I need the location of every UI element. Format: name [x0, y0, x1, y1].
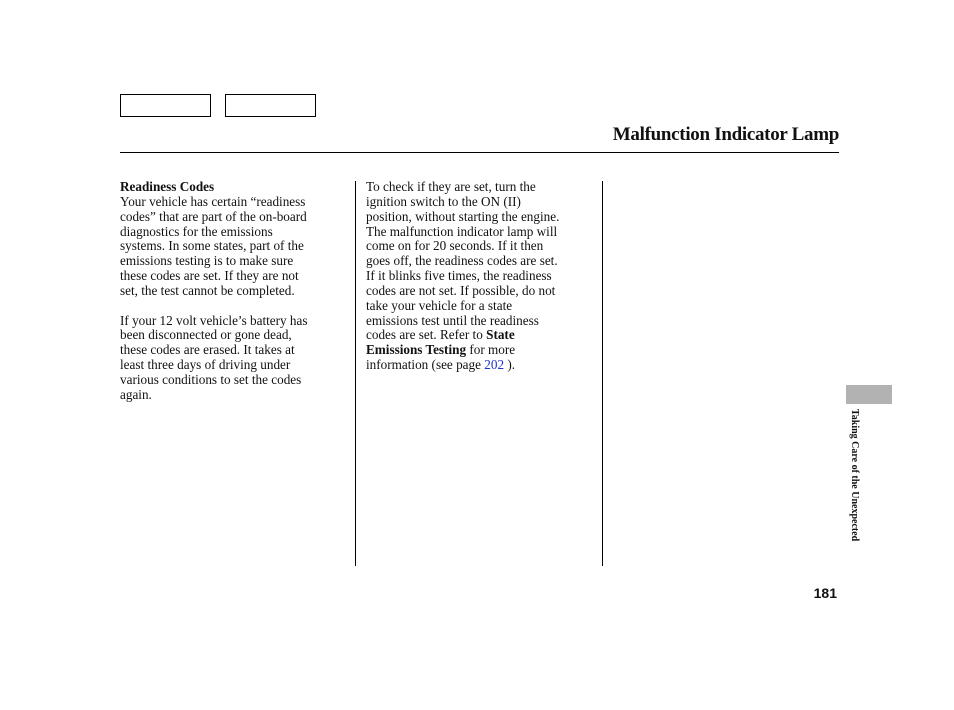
column-divider: [602, 181, 603, 566]
page-title: Malfunction Indicator Lamp: [612, 124, 839, 145]
body-line: these codes are erased. It takes at: [120, 342, 295, 358]
body-line: position, without starting the engine.: [366, 208, 560, 224]
body-line: The malfunction indicator lamp will: [366, 223, 558, 239]
body-text: for more: [466, 342, 516, 358]
body-line: If it blinks five times, the readiness: [366, 268, 552, 284]
body-line: take your vehicle for a state: [366, 297, 513, 313]
section-tab[interactable]: [846, 385, 892, 404]
body-line: set, the test cannot be completed.: [120, 282, 295, 298]
body-line: ignition switch to the ON (II): [366, 193, 521, 209]
body-line: To check if they are set, turn the: [366, 179, 536, 194]
cross-reference-bold: State: [486, 327, 515, 343]
nav-button-previous[interactable]: [120, 94, 211, 117]
nav-button-next[interactable]: [225, 94, 316, 117]
body-line: [366, 328, 596, 343]
body-line: [366, 358, 596, 373]
text-column-2: [366, 180, 596, 373]
body-text: ).: [504, 357, 516, 373]
body-line: [366, 343, 596, 358]
body-line: codes” that are part of the on-board: [120, 208, 307, 224]
title-rule: [120, 152, 839, 153]
body-line: come on for 20 seconds. If it then: [366, 238, 544, 254]
page-number: 181: [813, 585, 837, 601]
body-line: been disconnected or gone dead,: [120, 327, 292, 343]
section-heading: Readiness Codes: [120, 179, 215, 194]
page-link[interactable]: 202: [484, 357, 505, 373]
body-line: Your vehicle has certain “readiness: [120, 193, 306, 209]
body-line: various conditions to set the codes: [120, 371, 302, 387]
body-line: goes off, the readiness codes are set.: [366, 253, 558, 269]
body-line: systems. In some states, part of the: [120, 238, 304, 254]
body-text: codes are set. Refer to: [366, 327, 487, 343]
body-line: again.: [120, 386, 152, 402]
body-line: least three days of driving under: [120, 357, 291, 373]
body-line: If your 12 volt vehicle’s battery has: [120, 312, 308, 328]
cross-reference-bold: Emissions Testing: [366, 342, 467, 358]
body-line: emissions testing is to make sure: [120, 253, 294, 269]
section-label: Taking Care of the Unexpected: [849, 409, 860, 542]
column-divider: [355, 181, 356, 566]
body-line: codes are not set. If possible, do not: [366, 282, 556, 298]
body-line: emissions test until the readiness: [366, 312, 539, 328]
body-line: these codes are set. If they are not: [120, 268, 299, 284]
text-column-1: [120, 180, 342, 403]
body-text: information (see page: [366, 357, 485, 373]
paragraph-gap: [120, 299, 342, 314]
body-line: diagnostics for the emissions: [120, 223, 273, 239]
